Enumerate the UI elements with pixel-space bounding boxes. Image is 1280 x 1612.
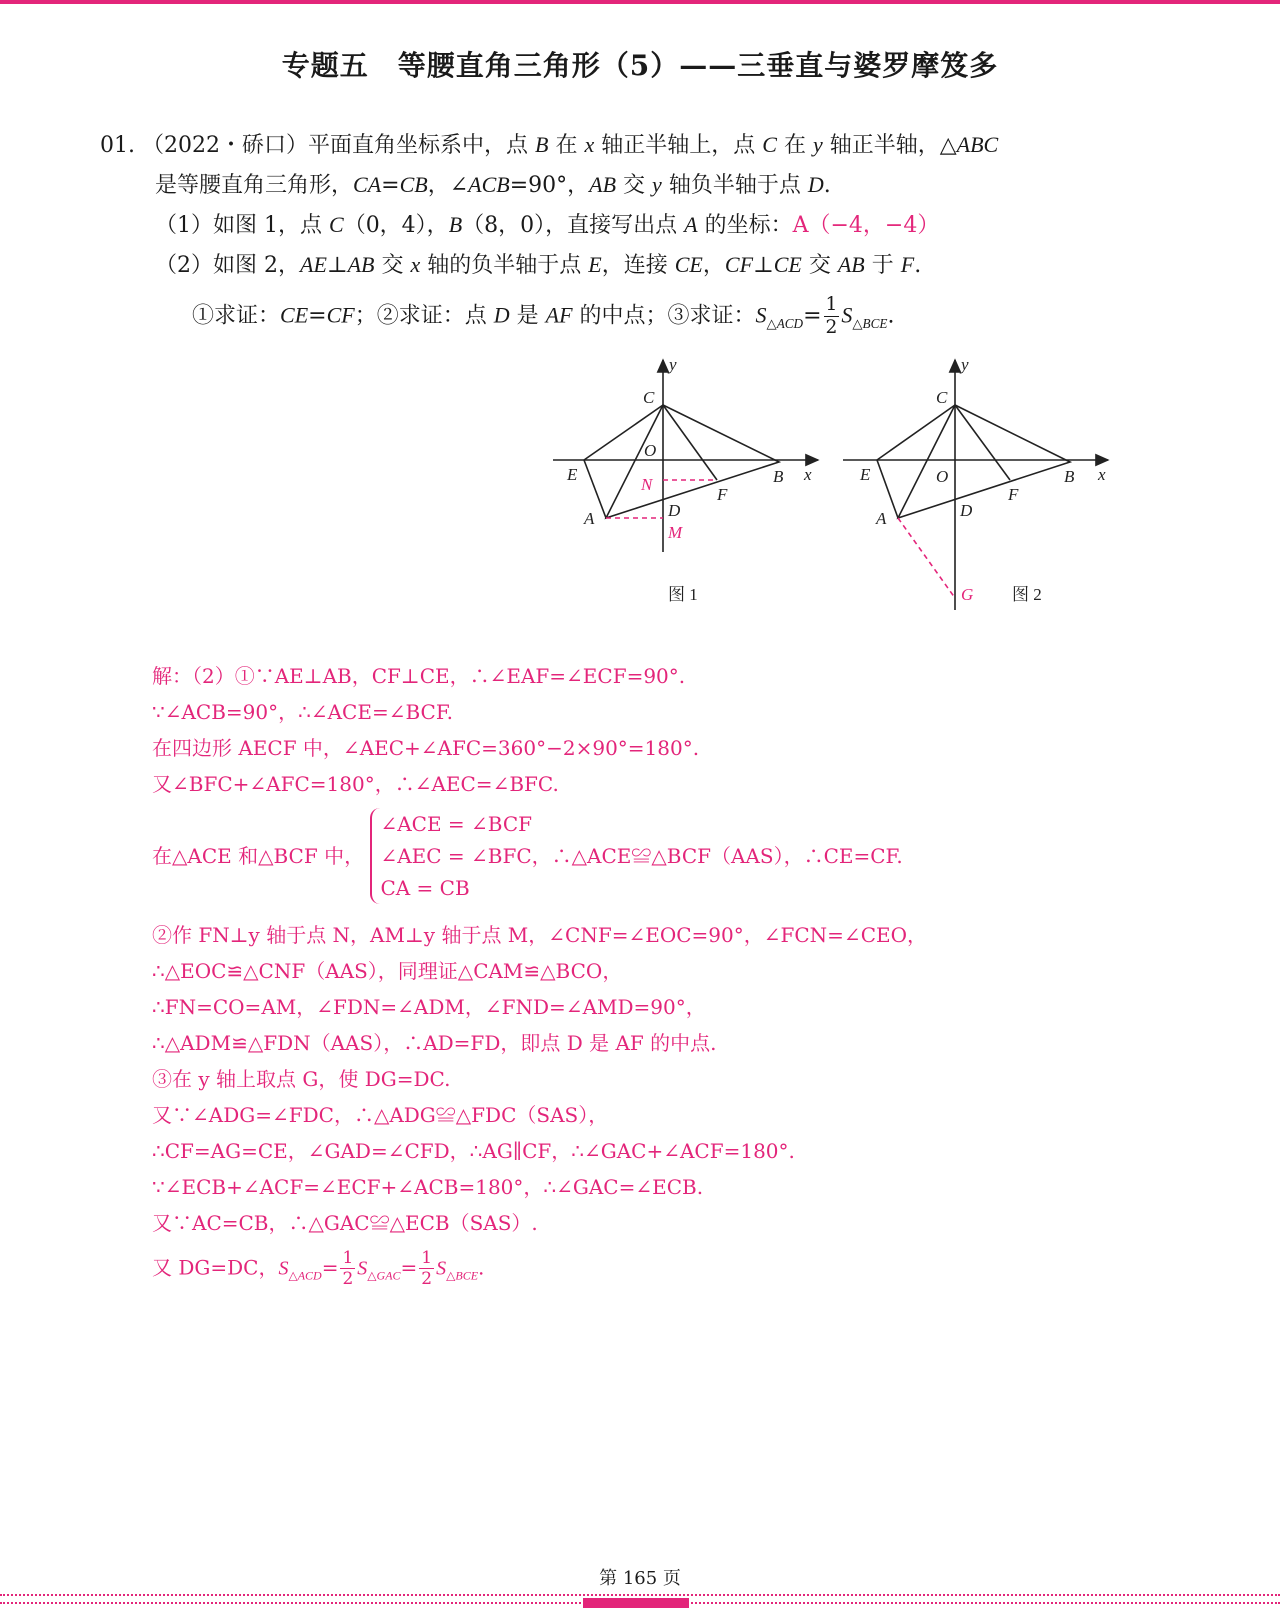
solution-line-9: ∴△ADM≌△FDN（AAS），∴AD=FD，即点 D 是 AF 的中点. — [152, 1031, 717, 1055]
fig1-caption: 图 1 — [668, 585, 698, 604]
solution-line-11: 又∵∠ADG=∠FDC，∴△ADG≌△FDC（SAS）， — [152, 1103, 609, 1127]
equation-brace: ∠ACE = ∠BCF ∠AEC = ∠BFC，∴△ACE≌△BCF（AAS），∴CE=CF. CA = CB — [370, 808, 902, 904]
page-number: 第 165 页 — [599, 1568, 681, 1589]
fig2-label-y: y — [961, 355, 969, 374]
solution-line-2: ∵∠ACB=90°，∴∠ACE=∠BCF. — [152, 700, 453, 724]
fig2-segment-cf — [955, 405, 1010, 480]
fig1-segment-cf — [663, 405, 717, 480]
fig1-triangle-abc — [606, 405, 779, 518]
footer-accent-bar — [583, 1598, 689, 1608]
solution-line-6: ②作 FN⊥y 轴于点 N，AM⊥y 轴于点 M，∠CNF=∠EOC=90°，∠FCN=∠CEO， — [152, 923, 927, 947]
fig1-label-f: F — [717, 485, 728, 504]
figure-2 — [843, 355, 1108, 610]
fig1-label-b: B — [773, 467, 784, 486]
fig1-label-m: M — [668, 523, 683, 542]
fig1-label-a: A — [584, 509, 595, 528]
fraction-half: $\frac{1}{2}$ — [825, 294, 838, 338]
problem-number: 01. — [100, 133, 135, 158]
solution-line-10: ③在 y 轴上取点 G，使 DG=DC. — [152, 1067, 451, 1091]
fig2-label-c: C — [936, 388, 948, 407]
fig2-label-d: D — [960, 501, 973, 520]
fig1-label-x: x — [804, 465, 812, 484]
problem-part-1: （1）如图 1，点 C（0，4），B（8，0），直接写出点 A 的坐标：A（−4，−4） — [155, 212, 940, 238]
part1-answer: A（−4，−4） — [792, 213, 940, 238]
figures — [0, 0, 1280, 620]
solution-line-3: 在四边形 AECF 中，∠AEC+∠AFC=360°−2×90°=180°. — [152, 736, 700, 760]
fig1-label-d: D — [668, 501, 681, 520]
solution-line-4: 又∠BFC+∠AFC=180°，∴∠AEC=∠BFC. — [152, 772, 559, 796]
page-title: 专题五 等腰直角三角形（5）——三垂直与婆罗摩笈多 — [281, 49, 999, 82]
solution-line-1: 解：（2）①∵AE⊥AB，CF⊥CE，∴∠EAF=∠ECF=90°. — [152, 664, 686, 688]
figure-1 — [553, 355, 818, 604]
fig1-label-e: E — [567, 465, 578, 484]
fig2-label-x: x — [1098, 465, 1106, 484]
fig2-label-o: O — [936, 467, 949, 486]
problem-part-2: （2）如图 2，AE⊥AB 交 x 轴的负半轴于点 E，连接 CE，CF⊥CE 交 AB 于 F. — [155, 252, 922, 278]
fig2-label-e: E — [860, 465, 871, 484]
solution-line-8: ∴FN=CO=AM，∠FDN=∠ADM，∠FND=∠AMD=90°， — [152, 995, 706, 1019]
fig1-label-c: C — [643, 388, 655, 407]
fig2-segment-ce — [877, 405, 955, 460]
solution-line-12: ∴CF=AG=CE，∠GAD=∠CFD，∴AG∥CF，∴∠GAC+∠ACF=180°. — [152, 1139, 795, 1163]
solution-line-13: ∵∠ECB+∠ACF=∠ECF+∠ACB=180°，∴∠GAC=∠ECB. — [152, 1175, 704, 1199]
fig2-label-g: G — [961, 585, 974, 604]
problem-source: （2022・硚口） — [142, 133, 308, 158]
fig2-label-f: F — [1008, 485, 1019, 504]
solution-line-7: ∴△EOC≌△CNF（AAS），同理证△CAM≌△BCO， — [152, 959, 623, 983]
fig1-label-n: N — [641, 475, 653, 494]
fig1-label-y: y — [669, 355, 677, 374]
fig2-triangle-abc — [898, 405, 1070, 518]
fig1-label-o: O — [644, 441, 657, 460]
fig2-label-a: A — [876, 509, 887, 528]
footer-dotted-line — [0, 1594, 1280, 1596]
solution-line-14: 又∵AC=CB，∴△GAC≌△ECB（SAS）. — [152, 1211, 538, 1235]
fig2-caption: 图 2 — [1012, 585, 1042, 604]
problem-line-1: 01. （2022・硚口）平面直角坐标系中，点 B 在 x 轴正半轴上，点 C 在 y 轴正半轴，△ABC — [100, 132, 999, 158]
problem-line-2: 是等腰直角三角形，CA=CB，∠ACB=90°，AB 交 y 轴负半轴于点 D. — [155, 172, 831, 198]
solution-line-15: 又 DG=DC，$S_{\triangle ACD}=$ $\frac{1}{2}$ $S_{\triangle GAC}=$ $\frac{1}{2}$ $S_{\triangle BCE}$. — [152, 1248, 485, 1289]
problem-part-2-tasks: ①求证：CE=CF；②求证：点 D 是 AF 的中点；③求证：$S_{\triangle ACD}=$ $\frac{1}{2}$ $S_{\triangle BCE}$. — [192, 294, 895, 338]
fig2-label-b: B — [1064, 467, 1075, 486]
solution-system: 在△ACE 和△BCF 中， ∠ACE = ∠BCF ∠AEC = ∠BFC，∴△ACE≌△BCF（AAS），∴CE=CF. CA = CB — [152, 808, 903, 904]
fig2-dashed-ag — [898, 518, 955, 598]
